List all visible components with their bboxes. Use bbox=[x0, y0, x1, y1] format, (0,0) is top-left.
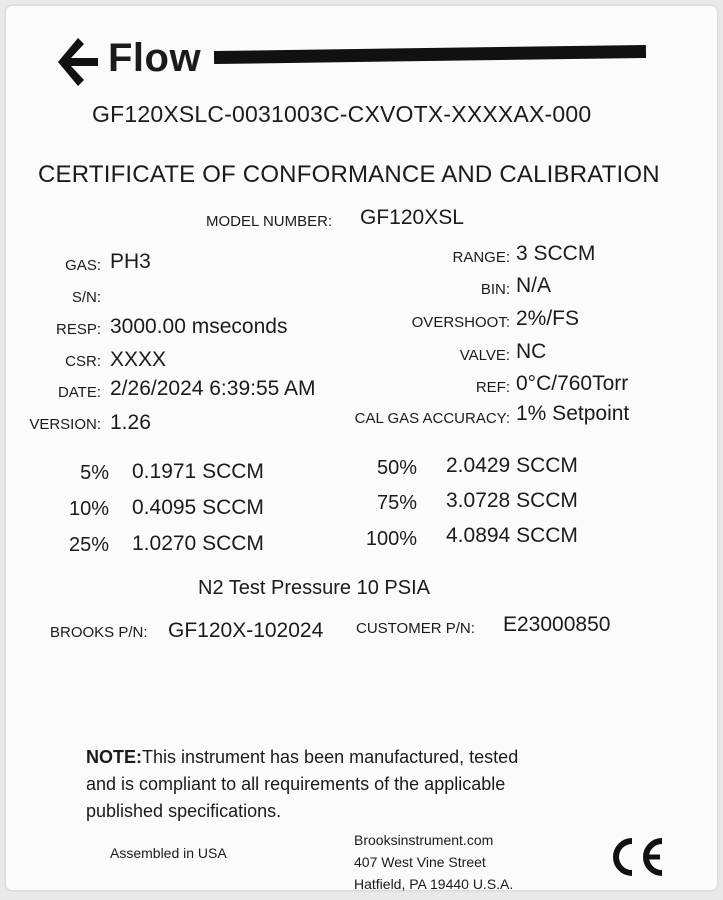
overshoot-value: 2%/FS bbox=[516, 307, 580, 330]
cal-gas-accuracy-label: CAL GAS ACCURACY: bbox=[354, 410, 510, 427]
customer-pn-label: CUSTOMER P/N: bbox=[356, 620, 475, 637]
cal-pct-25: 25% bbox=[68, 534, 109, 556]
cal-value-75: 3.0728 SCCM bbox=[446, 489, 578, 512]
range-value: 3 SCCM bbox=[516, 242, 596, 265]
company-street: 407 West Vine Street bbox=[354, 854, 486, 870]
gas-value: PH3 bbox=[110, 250, 151, 273]
csr-value: XXXX bbox=[110, 348, 167, 371]
gas-label: GAS: bbox=[65, 257, 101, 274]
left-arrow-icon bbox=[54, 34, 100, 90]
test-pressure: N2 Test Pressure 10 PSIA bbox=[198, 577, 430, 599]
cal-pct-5: 5% bbox=[80, 462, 109, 484]
ref-value: 0°C/760Torr bbox=[516, 372, 629, 395]
cal-gas-accuracy-value: 1% Setpoint bbox=[516, 402, 630, 425]
serial-number-label: S/N: bbox=[71, 289, 101, 306]
cal-pct-10: 10% bbox=[68, 498, 109, 520]
date-label: DATE: bbox=[57, 384, 101, 401]
resp-label: RESP: bbox=[55, 321, 101, 338]
cal-value-5: 0.1971 SCCM bbox=[132, 460, 264, 483]
assembled-in-usa: Assembled in USA bbox=[110, 845, 227, 861]
cal-value-50: 2.0429 SCCM bbox=[446, 454, 578, 477]
ce-mark-icon bbox=[606, 835, 666, 879]
model-number-value: GF120XSL bbox=[360, 206, 464, 229]
cal-pct-75: 75% bbox=[376, 492, 417, 514]
bin-label: BIN: bbox=[480, 281, 510, 298]
resp-value: 3000.00 mseconds bbox=[110, 315, 288, 338]
calibration-label bbox=[6, 6, 717, 890]
valve-label: VALVE: bbox=[459, 347, 510, 364]
version-label: VERSION: bbox=[29, 416, 101, 433]
cal-pct-50: 50% bbox=[376, 457, 417, 479]
company-city: Hatfield, PA 19440 U.S.A. bbox=[354, 876, 514, 892]
valve-value: NC bbox=[516, 340, 547, 363]
cal-pct-100: 100% bbox=[365, 528, 417, 550]
note-line-2: and is compliant to all requirements of the applicable bbox=[86, 774, 506, 794]
date-value: 2/26/2024 6:39:55 AM bbox=[110, 377, 316, 400]
version-value: 1.26 bbox=[110, 411, 151, 434]
flow-direction bbox=[54, 34, 654, 90]
flow-line bbox=[214, 45, 646, 64]
csr-label: CSR: bbox=[65, 353, 101, 370]
note-heading: NOTE: bbox=[86, 747, 142, 767]
brooks-pn-label: BROOKS P/N: bbox=[50, 624, 148, 641]
company-website: Brooksinstrument.com bbox=[354, 832, 494, 848]
overshoot-label: OVERSHOOT: bbox=[411, 314, 510, 331]
certificate-title: CERTIFICATE OF CONFORMANCE AND CALIBRATION bbox=[38, 161, 660, 188]
flow-label: Flow bbox=[108, 36, 202, 80]
part-number: GF120XSLC-0031003C-CXVOTX-XXXXAX-000 bbox=[92, 101, 592, 127]
cal-value-10: 0.4095 SCCM bbox=[132, 496, 264, 519]
cal-value-25: 1.0270 SCCM bbox=[132, 532, 264, 555]
note-text bbox=[86, 744, 656, 825]
bin-value: N/A bbox=[516, 274, 552, 297]
model-number-label: MODEL NUMBER: bbox=[206, 213, 333, 230]
cal-value-100: 4.0894 SCCM bbox=[446, 524, 578, 547]
customer-pn-value: E23000850 bbox=[503, 613, 611, 636]
note-line-1: This instrument has been manufactured, tested bbox=[142, 747, 519, 767]
range-label: RANGE: bbox=[452, 249, 510, 266]
brooks-pn-value: GF120X-102024 bbox=[168, 619, 324, 642]
ref-label: REF: bbox=[475, 379, 510, 396]
note-line-3: published specifications. bbox=[86, 801, 282, 821]
company-address bbox=[354, 829, 513, 895]
